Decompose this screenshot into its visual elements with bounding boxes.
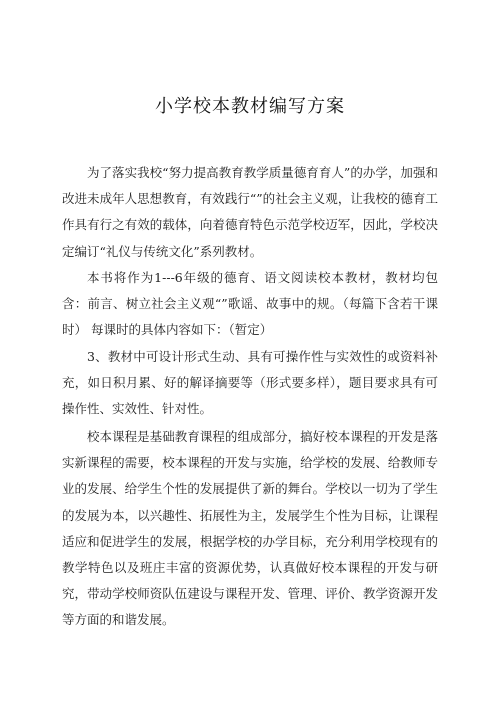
paragraph-book-scope: 本书将作为1---6年级的德育、语文阅读校本教材，教材均包含：前言、树立社会主义观“”歌谣、故事中的规。（每篇下含若干课时） 每课时的具体内容如下：（暂定）: [62, 270, 438, 338]
paragraph-intro: 为了落实我校“努力提高教育教学质量德育育人”的办学，加强和改进未成年人思想教育，有效践行“”的社会主义观，让我校的德育工作具有行之有效的载体，向着德育特色示范学校迈军，因此，学校决定编订“礼仪与传统文化”系列教材。: [62, 165, 438, 259]
paragraph-school-curriculum: 校本课程是基础教育课程的组成部分，搞好校本课程的开发是落实新课程的需要，校本课程的开发与实施，给学校的发展、给教师专业的发展、给学生个性的发展提供了新的舞台。学校以一切为了学生的发展为本，以兴趣性、拓展性为主，发展学生个性为目标，让课程适应和促进学生的发展，根据学校的办学目标，充分利用学校现有的教学特色以及班庄丰富的资源优势，认真做好校本课程的开发与研究，带动学校师资队伍建设与课程开发、管理、评价、教学资源开发等方面的和谐发展。: [62, 429, 438, 628]
document-title: 小学校本教材编写方案: [155, 96, 345, 117]
paragraph-material-design: 3、教材中可设计形式生动、具有可操作性与实效性的或资料补充，如日积月累、好的解译摘要等（形式要多样），题目要求具有可操作性、实效性、针对性。: [62, 349, 438, 417]
